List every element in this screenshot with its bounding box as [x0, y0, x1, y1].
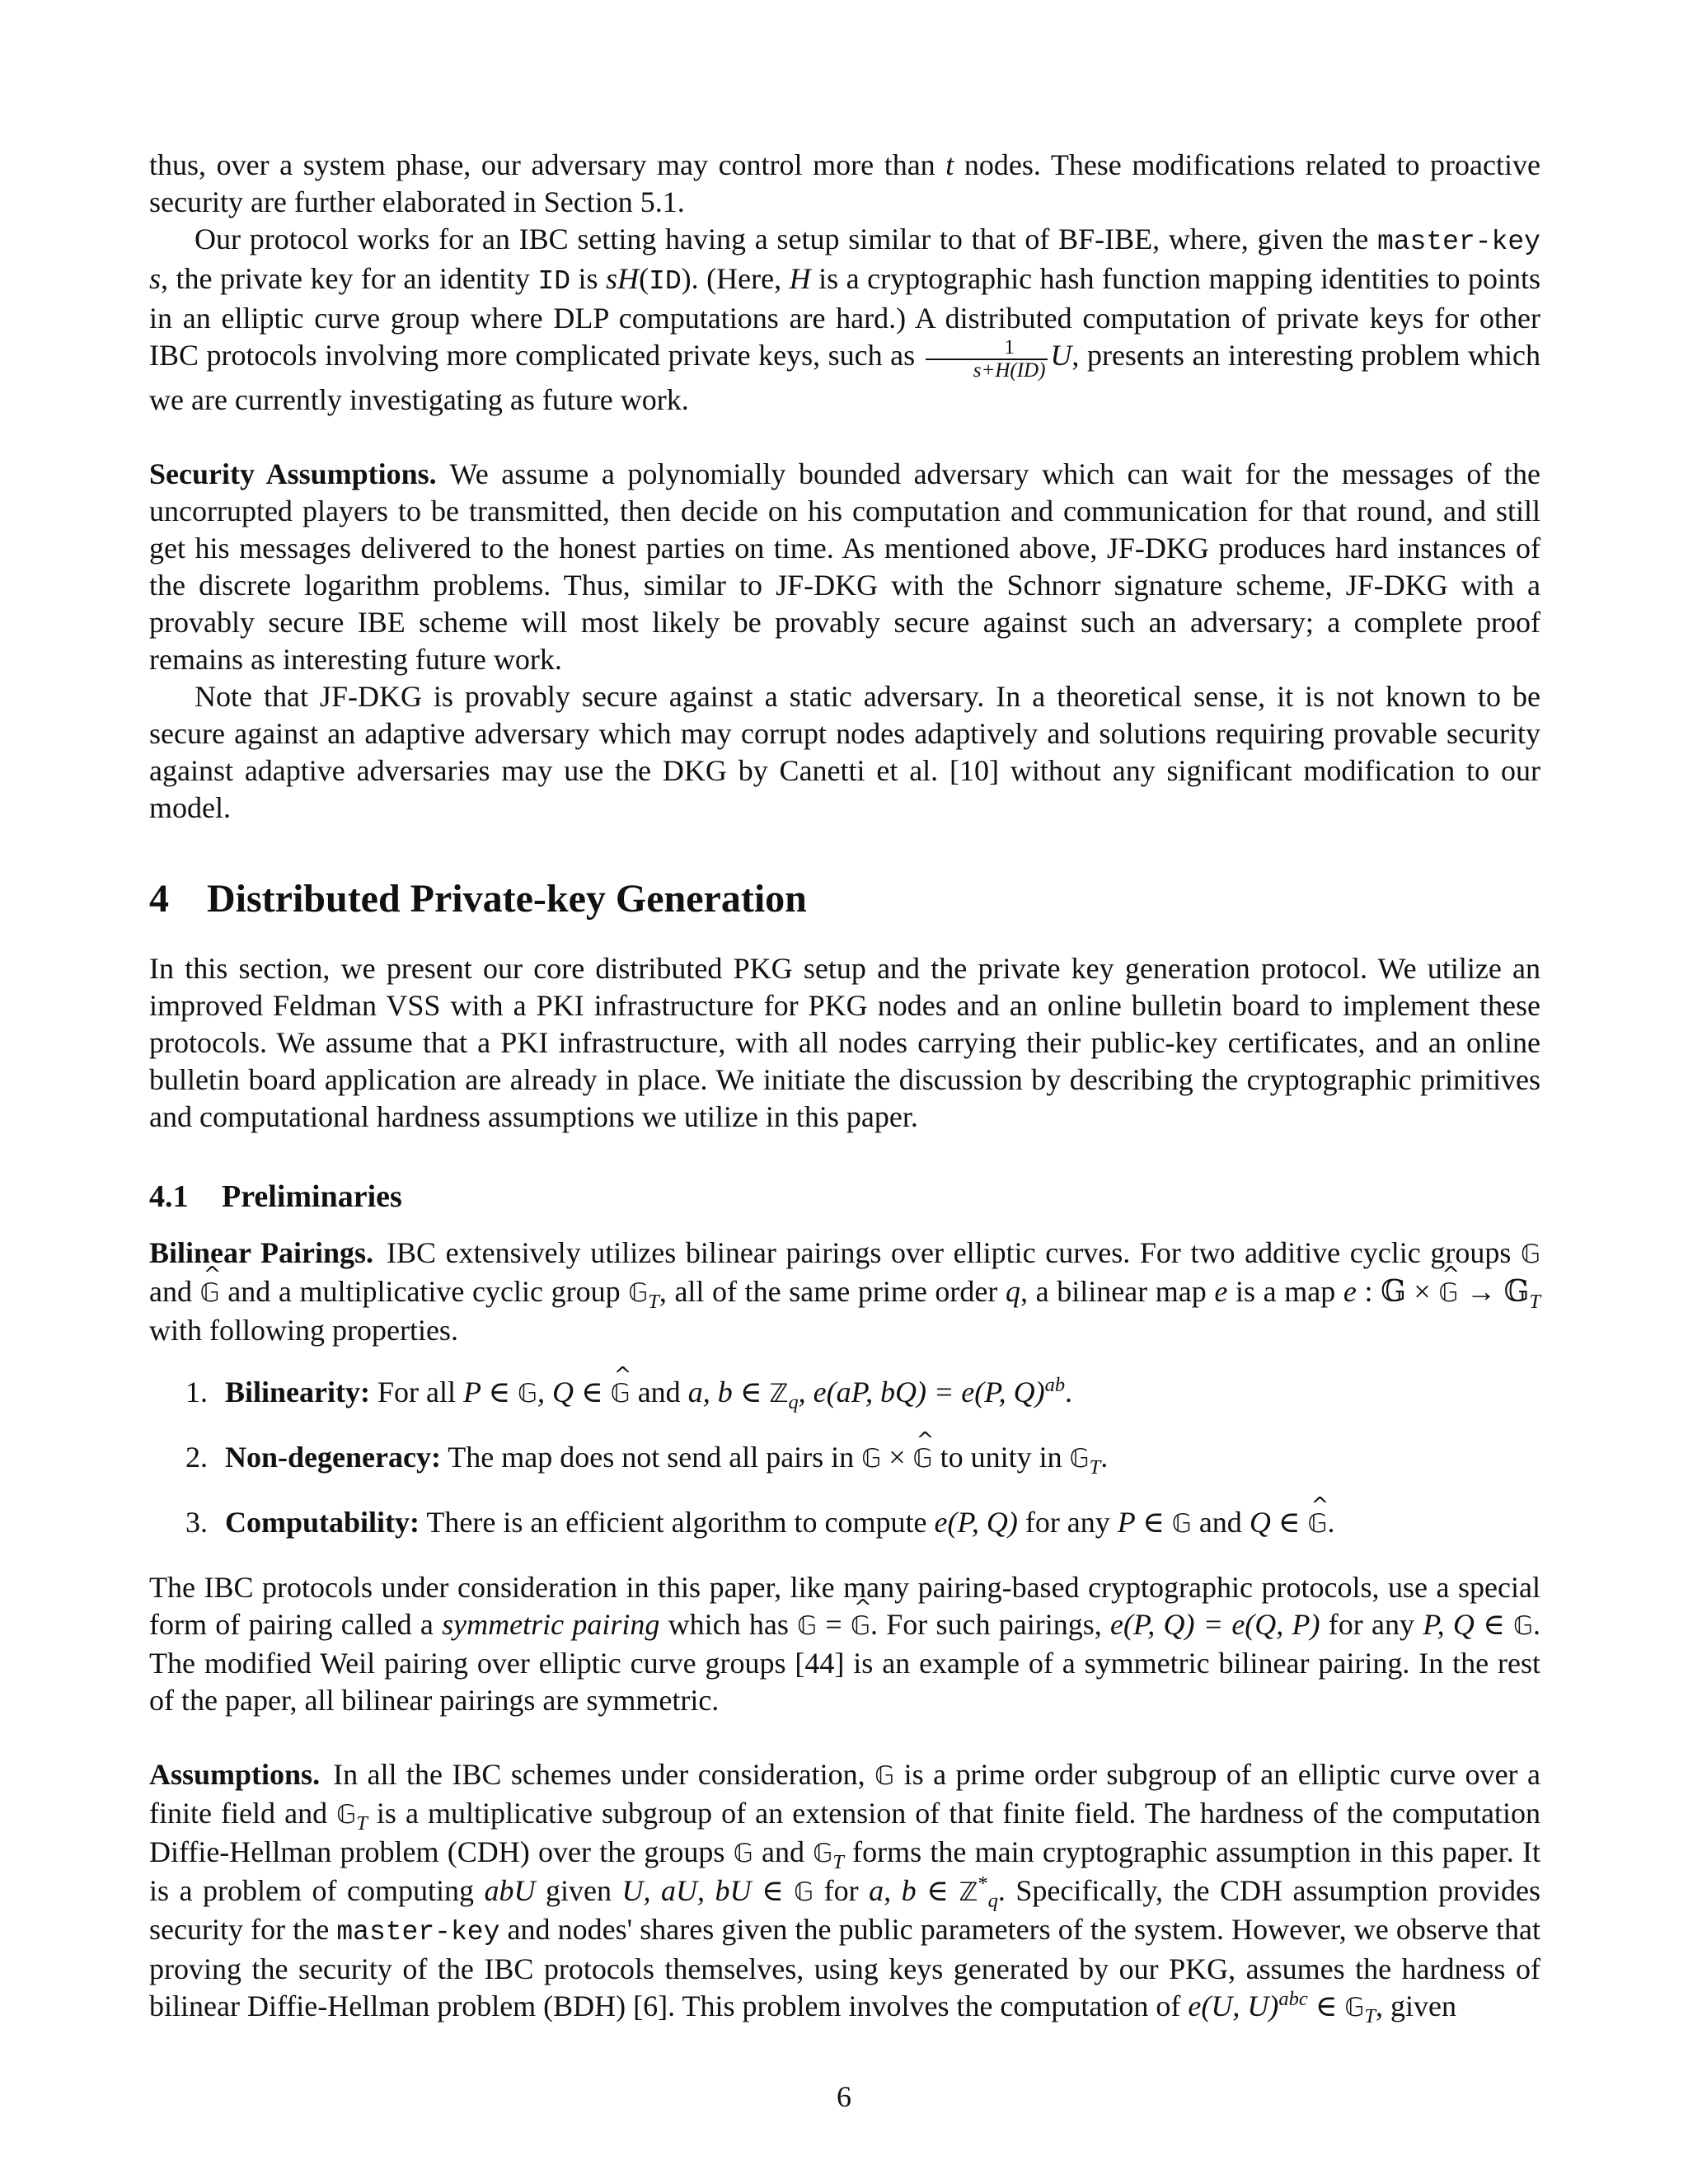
math-e: e [1214, 1275, 1228, 1308]
math-arrow: → 𝔾 [1458, 1275, 1530, 1308]
math-group-g-hat: ^ 𝔾 [851, 1608, 870, 1645]
text: Our protocol works for an IBC setting having a setup similar to that of BF-IBE, where, given the [195, 223, 1377, 255]
math-sub-t: T [1364, 2005, 1376, 2028]
math-sup-star: * [978, 1872, 988, 1895]
math: e(P, Q) = e(Q, P) [1109, 1608, 1320, 1641]
paragraph-section-intro [149, 950, 1540, 1136]
subsection-title: Preliminaries [222, 1179, 402, 1214]
text: for [814, 1874, 870, 1907]
math-group-g: 𝔾 [1513, 1611, 1534, 1641]
math-integers: ℤ [769, 1379, 789, 1408]
text: , given [1375, 1990, 1456, 2022]
text: . Specifically, the CDH assumption provides security for the [149, 1874, 1540, 1946]
math-group-g: 𝔾 [1171, 1509, 1192, 1539]
math-group-g: 𝔾 [1520, 1240, 1540, 1269]
math-sh: sH [606, 262, 640, 295]
text: , presents an interesting problem which we are currently investigating as future work. [149, 339, 1540, 416]
property-label: Bilinearity: [225, 1376, 370, 1408]
runin-heading: Bilinear Pairings. [149, 1236, 373, 1269]
list-item-bilinearity [149, 1374, 1540, 1413]
math-sub-t: T [648, 1291, 659, 1314]
math-sub-t: T [1089, 1456, 1101, 1479]
list-number: 1. [185, 1376, 208, 1408]
text: is [570, 262, 607, 295]
fraction-denominator: s+H(ID) [973, 359, 1046, 382]
text: for any [1017, 1506, 1118, 1539]
math-group-g: 𝔾 [797, 1611, 818, 1641]
math-integers: ℤ [959, 1877, 978, 1907]
text: is a cryptographic hash function mapping identities to points in an elliptic curve group where DLP computations are hard.) A distributed computation of private keys for other IBC protocols involving more complicated private keys, such as [149, 262, 1541, 372]
list-item-non-degeneracy [149, 1439, 1540, 1478]
math-group-g-hat: ^ 𝔾 [1438, 1275, 1458, 1312]
text: IBC extensively utilizes bilinear pairings over elliptic curves. For two additive cyclic groups [387, 1236, 1521, 1269]
math-sup: abc [1278, 1988, 1308, 2010]
math-sub-t: T [356, 1812, 368, 1835]
math-group-g: 𝔾 [874, 1761, 895, 1791]
text: There is an efficient algorithm to compute [420, 1506, 935, 1539]
math: , Q ∈ [537, 1376, 611, 1408]
list-item-computability [149, 1504, 1540, 1543]
code-master-key: master-key [336, 1917, 500, 1947]
text: In this section, we present our core distributed PKG setup and the private key generation protocol. We utilize an improved Feldman VSS with a PKI infrastructure for PKG nodes and an online bulletin board to implement these protocols. We assume that a PKI infrastructure, with all nodes carrying their public-key certificates, and an online bulletin board application are already in place. We initiate the discussion by describing the cryptographic primitives and computational hardness assumptions we utilize in this paper. [149, 952, 1540, 1133]
text: and nodes' shares given the public parameters of the system. However, we observe that proving the security of the IBC protocols themselves, using keys generated by our PKG, assumes the hardness of bilinear Diffie-Hellman problem (BDH) [6]. This problem involves the computation of [149, 1913, 1540, 2022]
page-number: 6 [837, 2080, 851, 2113]
text: , the private key for an identity [161, 262, 538, 295]
math-e: e [1343, 1275, 1357, 1308]
math-s: s [149, 262, 162, 295]
text: and a multiplicative cyclic group [219, 1275, 629, 1308]
paragraph-proactive [149, 147, 1540, 221]
text: In all the IBC schemes under consideration, [333, 1758, 875, 1791]
text: given [535, 1874, 622, 1907]
runin-heading: Security Assumptions. [149, 457, 437, 490]
code-master-key: master-key [1376, 227, 1540, 257]
list-number: 2. [185, 1441, 208, 1474]
text: The map does not send all pairs in [440, 1441, 862, 1474]
math: P, Q ∈ [1423, 1608, 1513, 1641]
math-group-gt: 𝔾 [1069, 1444, 1090, 1474]
math-h: H [789, 262, 811, 295]
text: for any [1320, 1608, 1423, 1641]
section-title: Distributed Private-key Generation [207, 877, 807, 921]
text: The IBC protocols under consideration in this paper, like many pairing-based cryptographic protocols, use a special form of pairing called a [149, 1571, 1540, 1641]
text: . (Here, [691, 262, 790, 295]
math-group-g: 𝔾 [861, 1444, 882, 1474]
math: × [881, 1441, 913, 1474]
math: P ∈ [462, 1376, 518, 1408]
math: Q ∈ [1249, 1506, 1308, 1539]
text: to unity in [932, 1441, 1070, 1474]
math-group-g-hat: ^ 𝔾 [200, 1275, 220, 1312]
math: = [817, 1608, 851, 1641]
text: We assume a polynomially bounded adversary which can wait for the messages of the uncorrupted players to be transmitted, then decide on his computation and communication for that round, and still get his messages delivered to the honest parties on time. As mentioned above, JF-DKG produces hard instances of the discrete logarithm problems. Thus, similar to JF-DKG with the Schnorr signature scheme, JF-DKG with a provably secure IBE scheme will most likely be provably secure against such an adversary; a complete proof remains as interesting future work. [149, 457, 1540, 676]
text: For all [369, 1376, 463, 1408]
math-group-gt: 𝔾 [336, 1800, 357, 1830]
text: , a bilinear map [1020, 1275, 1215, 1308]
text: and [1191, 1506, 1250, 1539]
paragraph-security-assumptions [149, 456, 1540, 678]
code-id: ID [537, 266, 571, 297]
text: forms the main cryptographic assumption in this paper. It is a problem of computing [149, 1835, 1541, 1907]
paper-page [149, 147, 1540, 2027]
paragraph-assumptions [149, 1756, 1540, 2027]
property-label: Computability: [225, 1506, 420, 1539]
math-sup: ab [1044, 1374, 1066, 1396]
code-id: ID [649, 266, 682, 297]
math-u: U [1050, 339, 1072, 372]
paragraph-symmetric-pairing [149, 1569, 1540, 1719]
math-group-gt: 𝔾 [628, 1278, 649, 1308]
math-sub-q: q [987, 1890, 998, 1913]
text: and [753, 1835, 814, 1868]
text: . The modified Weil pairing over elliptic curve groups [44] is an example of a symmetric bilinear pairing. In the rest of the paper, all bilinear pairings are symmetric. [149, 1608, 1541, 1717]
text: . For such pairings, [870, 1608, 1110, 1641]
math: , e(aP, bQ) = e(P, Q) [798, 1376, 1045, 1408]
text: ) [681, 262, 692, 295]
paragraph-static-adversary [149, 678, 1540, 827]
paragraph-protocol-setup [149, 221, 1540, 419]
math: abU [484, 1874, 536, 1907]
fraction-numerator: 1 [926, 337, 1048, 360]
properties-list [149, 1374, 1540, 1543]
math-group-g-hat: ^ 𝔾 [1307, 1506, 1327, 1543]
text: nodes. These modifications related to proactive security are further elaborated in Section 5.1. [149, 148, 1540, 218]
text: , all of the same prime order [659, 1275, 1006, 1308]
math-map: : 𝔾 × [1356, 1275, 1439, 1308]
text: . [1065, 1376, 1073, 1408]
text: is a prime order subgroup of an elliptic curve over a finite field and [149, 1758, 1540, 1830]
math-sub-q: q [788, 1391, 799, 1414]
math: P ∈ [1117, 1506, 1172, 1539]
math-sub-t: T [1529, 1291, 1540, 1314]
subsection-number: 4.1 [149, 1179, 189, 1214]
subsection-heading [149, 1177, 1540, 1216]
text: is a multiplicative subgroup of an extension of that finite field. The hardness of the computation Diffie-Hellman problem (CDH) over the groups [149, 1797, 1541, 1868]
text: . [1100, 1441, 1109, 1474]
math-q: q [1006, 1275, 1021, 1308]
math-group-g: 𝔾 [733, 1839, 753, 1868]
math: a, b ∈ [687, 1376, 770, 1408]
text: and [630, 1376, 688, 1408]
text: thus, over a system phase, our adversary may control more than [149, 148, 946, 181]
math-sub-t: T [832, 1851, 844, 1874]
paragraph-bilinear-pairings [149, 1235, 1540, 1349]
text: . [1327, 1506, 1335, 1539]
math: e(P, Q) [934, 1506, 1018, 1539]
math-group-gt: 𝔾 [813, 1839, 833, 1868]
fraction [926, 337, 1048, 382]
math-group-g-hat: ^ 𝔾 [913, 1441, 933, 1478]
math-group-g: 𝔾 [517, 1379, 538, 1408]
text: and [149, 1275, 200, 1308]
text: Note that JF-DKG is provably secure against a static adversary. In a theoretical sense, it is not known to be secure against an adaptive adversary which may corrupt nodes adaptively and solutions requiring provable security against adaptive adversaries may use the DKG by Canetti et al. [10] without any significant modification to our model. [149, 680, 1540, 824]
text: ( [639, 262, 649, 295]
math-group-g: 𝔾 [794, 1877, 814, 1907]
runin-heading: Assumptions. [149, 1758, 321, 1791]
math-group-g-hat: ^ 𝔾 [611, 1376, 631, 1413]
math-group-gt: 𝔾 [1344, 1993, 1365, 2022]
text: with following properties. [149, 1314, 458, 1347]
math: U, aU, bU ∈ [621, 1874, 795, 1907]
math-t: t [945, 148, 954, 181]
list-number: 3. [185, 1506, 208, 1539]
emphasis: symmetric pairing [442, 1608, 660, 1641]
math: a, b ∈ [869, 1874, 959, 1907]
math: ∈ [1307, 1990, 1345, 2022]
text: which has [659, 1608, 798, 1641]
text: is a map [1227, 1275, 1343, 1308]
property-label: Non-degeneracy: [225, 1441, 441, 1474]
math: e(U, U) [1188, 1990, 1279, 2022]
section-heading [149, 874, 1540, 924]
section-number: 4 [149, 877, 169, 921]
